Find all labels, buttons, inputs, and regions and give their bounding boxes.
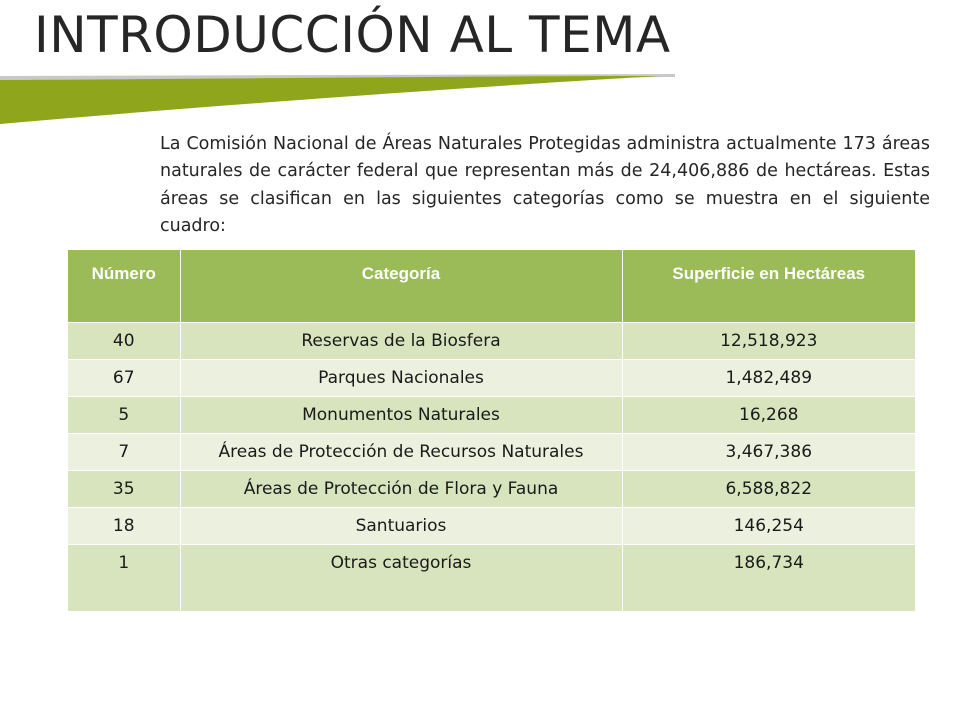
table-row xyxy=(68,396,915,433)
cell-numero: 40 xyxy=(68,322,180,359)
cell-numero: 35 xyxy=(68,470,180,507)
cell-superficie: 16,268 xyxy=(622,396,915,433)
cell-categoria: Áreas de Protección de Flora y Fauna xyxy=(180,470,622,507)
intro-paragraph: La Comisión Nacional de Áreas Naturales Protegidas administra actualmente 173 áreas naturales de carácter federal que representan más de 24,406,886 de hectáreas. Estas áreas se clasifican en las siguientes categorías como se muestra en el siguiente cuadro: xyxy=(160,133,930,236)
cell-superficie: 6,588,822 xyxy=(622,470,915,507)
cell-numero: 1 xyxy=(68,544,180,611)
cell-superficie: 146,254 xyxy=(622,507,915,544)
cell-categoria: Otras categorías xyxy=(180,544,622,611)
table-row xyxy=(68,359,915,396)
cell-categoria: Parques Nacionales xyxy=(180,359,622,396)
table-row xyxy=(68,544,915,611)
cell-categoria: Reservas de la Biosfera xyxy=(180,322,622,359)
cell-numero: 18 xyxy=(68,507,180,544)
cell-numero: 7 xyxy=(68,433,180,470)
table-row xyxy=(68,322,915,359)
table-row xyxy=(68,470,915,507)
slide-title: INTRODUCCIÓN AL TEMA xyxy=(34,6,671,64)
cell-numero: 5 xyxy=(68,396,180,433)
cell-superficie: 186,734 xyxy=(622,544,915,611)
cell-categoria: Áreas de Protección de Recursos Naturales xyxy=(180,433,622,470)
cell-superficie: 12,518,923 xyxy=(622,322,915,359)
cell-numero: 67 xyxy=(68,359,180,396)
header-superficie: Superficie en Hectáreas xyxy=(622,250,915,322)
cell-superficie: 1,482,489 xyxy=(622,359,915,396)
swoosh-green-shape xyxy=(0,76,660,124)
table-header-row xyxy=(68,250,915,322)
table-row xyxy=(68,433,915,470)
header-categoria: Categoría xyxy=(180,250,622,322)
cell-categoria: Monumentos Naturales xyxy=(180,396,622,433)
cell-categoria: Santuarios xyxy=(180,507,622,544)
cell-superficie: 3,467,386 xyxy=(622,433,915,470)
table-row xyxy=(68,507,915,544)
green-swoosh-decoration xyxy=(0,62,700,132)
protected-areas-table xyxy=(68,250,915,611)
header-numero: Número xyxy=(68,250,180,322)
